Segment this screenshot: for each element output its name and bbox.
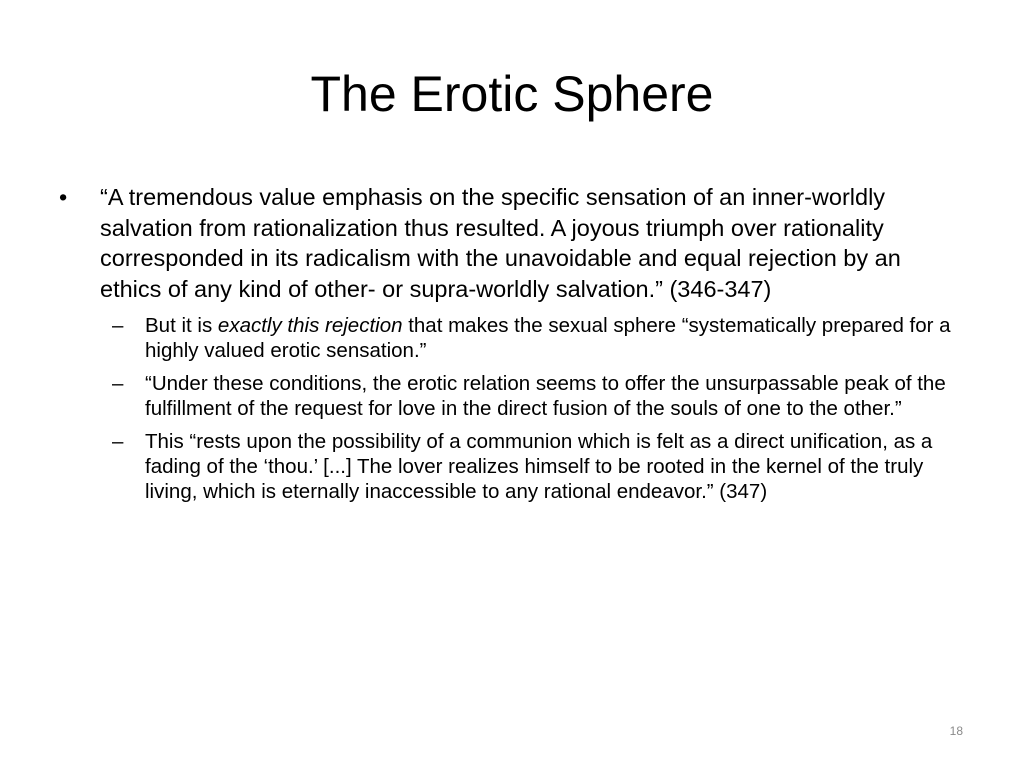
bullet-item	[57, 182, 962, 304]
sub-bullet-item	[57, 313, 962, 363]
dash-marker: –	[112, 430, 124, 453]
bullet-text: “A tremendous value emphasis on the specific sensation of an inner-worldly salvation from rationalization thus resulted. A joyous triumph over rationality corresponded in its radicalism with the unavoidable and equal rejection by an ethics of any kind of other- or supra-worldly salvation.” (346-347)	[100, 184, 901, 302]
sub-bullet-item	[57, 371, 962, 421]
sub-bullet-emphasis: exactly this rejection	[217, 314, 403, 337]
slide-number: 18	[949, 724, 963, 738]
slide-title: The Erotic Sphere	[310, 66, 714, 122]
sub-bullet-list	[57, 313, 962, 504]
dash-marker: –	[112, 314, 124, 337]
bullet-marker: •	[59, 184, 68, 210]
sub-bullet-text-before: But it is	[145, 314, 218, 337]
sub-bullet-item	[57, 429, 962, 504]
dash-marker: –	[112, 372, 124, 395]
sub-bullet-text-after: that makes the sexual sphere “systematically prepared for a highly valued erotic sensation.”	[145, 314, 951, 362]
sub-bullet-text: This “rests upon the possibility of a communion which is felt as a direct unification, as a fading of the ‘thou.’ [...] The lover realizes himself to be rooted in the kernel of the truly living, which is eternally inaccessible to any rational endeavor.” (347)	[145, 430, 933, 503]
sub-bullet-text: “Under these conditions, the erotic relation seems to offer the unsurpassable peak of the fulfillment of the request for love in the direct fusion of the souls of one to the other.”	[145, 372, 946, 420]
slide-body	[57, 182, 962, 512]
